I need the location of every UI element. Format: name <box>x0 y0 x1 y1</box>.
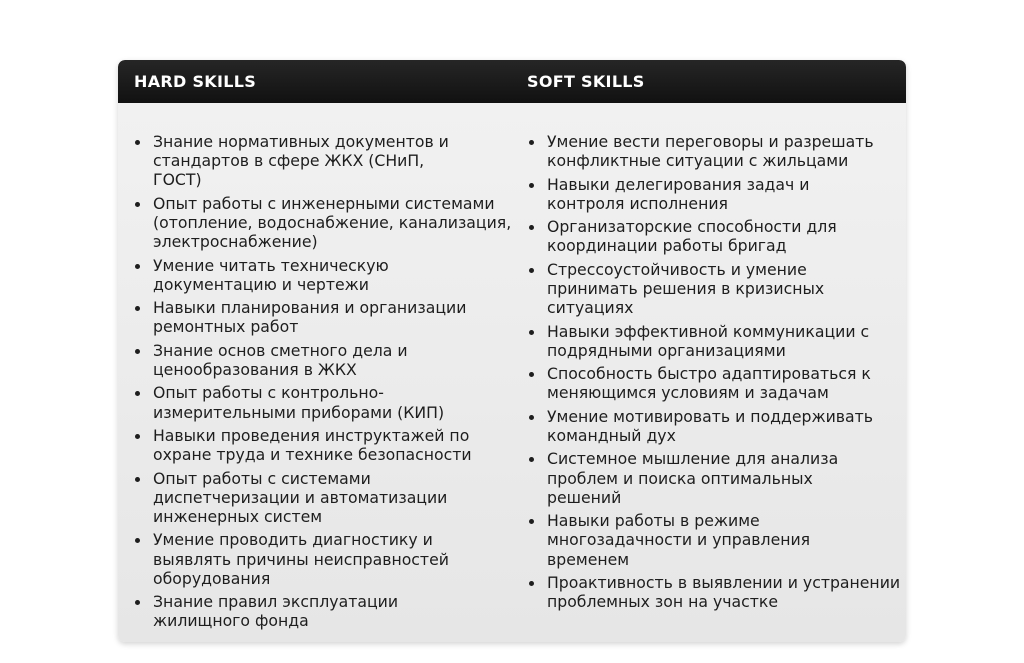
hard-skill-text: Опыт работы с системами диспетчеризации и автоматизации инженерных систем <box>153 468 448 526</box>
bullet-icon <box>529 225 534 230</box>
hard-skill-text: Навыки планирования и организации ремонтных работ <box>153 298 467 337</box>
bullet-icon <box>135 264 140 269</box>
list-item <box>134 530 471 588</box>
hard-skills-list <box>134 132 514 635</box>
hard-skill-text: Опыт работы с инженерными системами (отопление, водоснабжение, канализация, электроснабжение) <box>153 193 512 252</box>
bullet-icon <box>135 538 140 543</box>
list-item <box>528 407 892 445</box>
list-item <box>528 573 906 611</box>
soft-skill-text: Навыки эффективной коммуникации с подрядными организациями <box>547 321 870 360</box>
bullet-icon <box>529 268 534 273</box>
hard-skill-text: Знание основ сметного дела и ценообразования в ЖКХ <box>153 340 408 379</box>
bullet-icon <box>529 519 534 524</box>
list-item <box>134 592 423 630</box>
soft-skill-text: Навыки делегирования задач и контроля исполнения <box>547 174 810 213</box>
list-item <box>528 175 827 213</box>
soft-skill-text: Стрессоустойчивость и умение принимать решения в кризисных ситуациях <box>547 259 825 318</box>
bullet-icon <box>135 477 140 482</box>
soft-skill-text: Проактивность в выявлении и устранении проблемных зон на участке <box>547 572 901 612</box>
list-item <box>528 364 892 402</box>
soft-skills-list <box>528 132 901 616</box>
bullet-icon <box>135 434 140 439</box>
hard-skill-text: Умение проводить диагностику и выявлять причины неисправностей оборудования <box>153 530 449 588</box>
bullet-icon <box>135 391 140 396</box>
skills-table-card <box>118 60 906 642</box>
list-item <box>134 469 471 527</box>
bullet-icon <box>529 183 534 188</box>
bullet-icon <box>135 349 140 354</box>
hard-skill-text: Знание нормативных документов и стандартов в сфере ЖКХ (СНиП, ГОСТ) <box>153 132 449 190</box>
bullet-icon <box>529 330 534 335</box>
list-item <box>528 511 847 569</box>
soft-skill-text: Системное мышление для анализа проблем и поиска оптимальных решений <box>547 449 839 507</box>
bullet-icon <box>529 372 534 377</box>
list-item <box>528 260 847 318</box>
list-item <box>134 383 471 421</box>
hard-skill-text: Опыт работы с контрольно-измерительными приборами (КИП) <box>153 383 445 422</box>
bullet-icon <box>135 202 140 207</box>
table-header <box>118 60 906 103</box>
bullet-icon <box>135 140 140 145</box>
list-item <box>134 341 433 379</box>
hard-skill-text: Умение читать техническую документацию и чертежи <box>153 255 389 294</box>
list-item <box>134 132 471 190</box>
bullet-icon <box>135 306 140 311</box>
list-item <box>528 217 857 255</box>
bullet-icon <box>529 415 534 420</box>
hard-skill-text: Навыки проведения инструктажей по охране труда и технике безопасности <box>153 425 472 465</box>
list-item <box>528 449 867 507</box>
list-item <box>134 256 413 294</box>
bullet-icon <box>529 581 534 586</box>
list-item <box>134 298 493 336</box>
bullet-icon <box>135 600 140 605</box>
hard-skill-text: Знание правил эксплуатации жилищного фонда <box>153 592 399 631</box>
soft-skills-heading: SOFT SKILLS <box>527 72 645 91</box>
soft-skill-text: Организаторские способности для координации работы бригад <box>547 217 837 256</box>
list-item <box>134 194 513 252</box>
list-item <box>528 322 892 360</box>
soft-skill-text: Навыки работы в режиме многозадачности и управления временем <box>547 511 811 569</box>
bullet-icon <box>529 457 534 462</box>
list-item <box>528 132 892 170</box>
bullet-icon <box>529 140 534 145</box>
soft-skill-text: Умение мотивировать и поддерживать командный дух <box>547 406 874 445</box>
soft-skill-text: Умение вести переговоры и разрешать конфликтные ситуации с жильцами <box>547 132 874 171</box>
soft-skill-text: Способность быстро адаптироваться к меняющимся условиям и задачам <box>547 364 871 403</box>
list-item <box>134 426 498 464</box>
hard-skills-heading: HARD SKILLS <box>134 72 257 91</box>
